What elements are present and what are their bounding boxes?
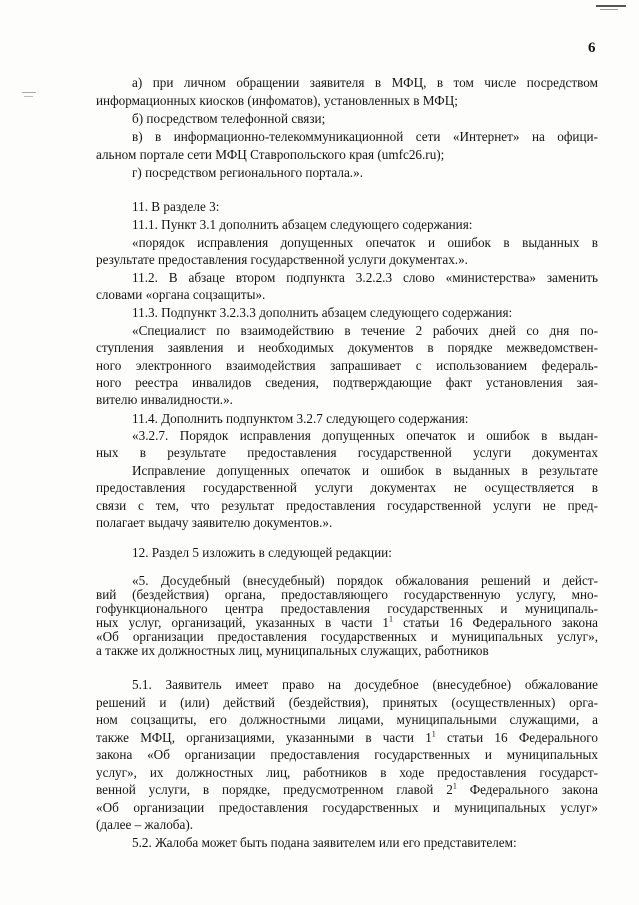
text-line: 11.2. В абзаце втором подпункта 3.2.2.3 слово «министерства» заменить <box>132 270 598 285</box>
text-line: информационных киосков (инфоматов), установленных в МФЦ; <box>96 93 458 108</box>
text-line: словами «органа соцзащиты». <box>96 287 266 302</box>
text-line: Исправление допущенных опечаток и ошибок в выданных в результате <box>132 463 598 478</box>
text-line: 11.3. Подпункт 3.2.3.3 дополнить абзацем следующего содержания: <box>132 305 513 320</box>
text-line: 5.1. Заявитель имеет право на досудебное (внесудебное) обжалование <box>132 677 598 692</box>
scan-mark-top-right-2 <box>600 9 618 10</box>
text-line: «5. Досудебный (внесудебный) порядок обжалования решений и дейст- <box>132 573 598 588</box>
text-line: «Об организации предоставления государственных и муниципальных услуг» <box>96 800 598 815</box>
text-line: «порядок исправления допущенных опечаток и ошибок в выданных в <box>132 235 598 250</box>
scan-mark-left-2 <box>24 96 33 97</box>
text-line: ных услуг, организаций, указанных в части $1^1$ статьи 16 Федерального закона <box>96 614 598 630</box>
superscript: 1 <box>452 781 457 791</box>
text-line: гофункционального центра предоставления государственных и муниципаль- <box>96 601 598 616</box>
text-line: б) посредством телефонной связи; <box>132 111 326 126</box>
superscript: 1 <box>431 729 436 739</box>
text-line: а) при личном обращении заявителя в МФЦ, в том числе посредством <box>132 75 598 90</box>
text-line: 5.2. Жалоба может быть подана заявителем или его представителем: <box>132 835 517 850</box>
text-line: ных в результате предоставления государственной услуги документах <box>96 445 598 460</box>
text-line: (далее – жалоба). <box>96 817 194 832</box>
text-line: г) посредством регионального портала.». <box>132 165 363 180</box>
text-line: в) в информационно-телекоммуникационной сети «Интернет» на офици- <box>132 129 598 144</box>
text-line: «3.2.7. Порядок исправления допущенных опечаток и ошибок в выдан- <box>132 428 598 443</box>
text-line: 11. В разделе 3: <box>132 199 220 214</box>
text-line: предоставления государственной услуги документах не осуществляется в <box>96 480 598 495</box>
text-line: венной услуги, в порядке, предусмотренном главой $2^1$ Федерального закона <box>96 781 598 797</box>
text-line: связи с тем, что результат предоставления государственной услуги не пред- <box>96 498 598 513</box>
text-line: полагает выдачу заявителю документов.». <box>96 515 333 530</box>
text-line: альном портале сети МФЦ Ставропольского края (umfc26.ru); <box>96 147 445 162</box>
page-number: 6 <box>588 40 596 56</box>
text-line: 12. Раздел 5 изложить в следующей редакции: <box>132 545 392 560</box>
text-line: а также их должностных лиц, муниципальных служащих, работников <box>96 643 489 658</box>
text-line: 11.1. Пункт 3.1 дополнить абзацем следующего содержания: <box>132 217 473 232</box>
text-line: «Специалист по взаимодействию в течение 2 рабочих дней со дня по- <box>132 323 598 338</box>
text-line: ступления заявления и необходимых документов в порядке межведомствен- <box>96 340 598 355</box>
text-line: решений и (или) действий (бездействия), принятых (осуществленных) орга- <box>96 695 598 710</box>
text-line: результате предоставления государственной услуги документах.». <box>96 252 468 267</box>
superscript: 1 <box>389 614 394 624</box>
text-line: закона «Об организации предоставления государственных и муниципальных <box>96 747 598 762</box>
text-line: 11.4. Дополнить подпунктом 3.2.7 следующего содержания: <box>132 411 469 426</box>
scan-mark-top-right <box>596 5 626 7</box>
text-line: также МФЦ, организациями, указанными в части $1^1$ статьи 16 Федерального <box>96 729 598 745</box>
text-line: «Об организации предоставления государственных и муниципальных услуг», <box>96 629 598 644</box>
text-line: услуг», их должностных лиц, работников в ходе предоставления государст- <box>96 765 598 780</box>
text-line: ного электронного взаимодействия запрашивает с использованием федераль- <box>96 358 598 373</box>
text-line: ного реестра инвалидов сведения, подтверждающие факт установления зая- <box>96 375 598 390</box>
text-line: вителю инвалидности.». <box>96 392 233 407</box>
text-line: ном соцзащиты, его должностными лицами, муниципальными служащими, а <box>96 712 598 727</box>
scan-mark-left <box>22 92 36 93</box>
text-line: вий (бездействия) органа, предоставляющего государственную услугу, мно- <box>96 587 598 602</box>
